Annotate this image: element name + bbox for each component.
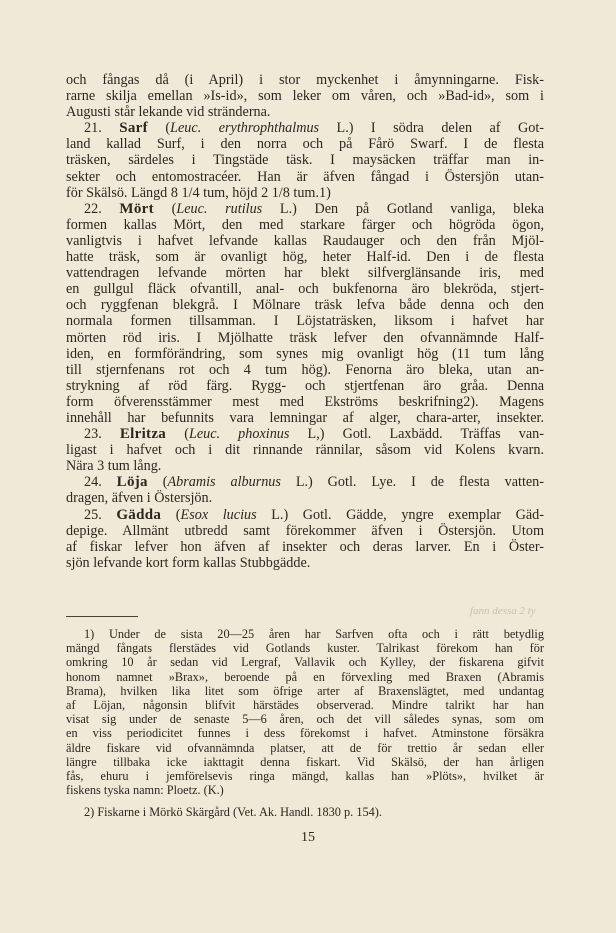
footnote-1-line: mängd fångats flerstädes vid Gotlands kuster. Talrikast förekom han för (66, 641, 544, 656)
text-line: vattendragen lefvande mörten har blekt silfverglänsande iris, med (66, 265, 544, 282)
footnote-1-line: Brama), hvilken lika litet som öfrige arter af Braxenslägtet, med undantag (66, 683, 544, 698)
text-line: mörten röd iris. I Mjölhatte träsk lefver den ofvannämnde Half- (66, 329, 544, 346)
text-line: Nära 3 tum lång. (66, 458, 162, 475)
footnotes (66, 627, 544, 820)
entry-sarf: 21. Sarf (Leuc. erythrophthalmus L.) I södra delen af Got- (84, 120, 544, 137)
text-line: normala formen tillsamman. I Löjstaträsken, liksom i hafvet har (66, 313, 544, 330)
text-line: Augusti står lekande vid stränderna. (66, 104, 271, 121)
pencil-annotation: fann dessa 2 ty (470, 605, 536, 617)
text-line: strykning af röd färg. Rygg- och stjertfenan äro gråa. Denna (66, 377, 544, 394)
text-line: och ryggfenan blekgrå. I Mölnare träsk lefva både denna och den (66, 297, 544, 314)
text-line: rarne skilja emellan »Is-id», som leker om våren, och »Bad-id», som i (66, 88, 544, 105)
text-line: depige. Allmänt utbredd samt förekommer äfven i Östersjön. Utom (66, 522, 544, 539)
footnote-1-line: visat sig under de senaste 5—6 åren, och det vill således synas, som om (66, 712, 544, 727)
page-number: 15 (301, 830, 315, 845)
text-line: dragen, äfven i Östersjön. (66, 490, 213, 507)
text-line: hatte träsk, som är ovanligt hög, heter Half-id. Den i de flesta (66, 249, 544, 266)
text-line: ligast i hafvet och i dit rinnande rännilar, såsom vid Kolens kvarn. (66, 442, 544, 459)
text-line: af fiskar lefver hon äfven af insekter och deras larver. En i Öster- (66, 538, 544, 555)
footnote-1-line: 1) Under de sista 20—25 åren har Sarfven ofta och i rätt betydlig (84, 627, 544, 641)
text-line: för Skälsö. Längd 8 1/4 tum, höjd 2 1/8 tum.1) (66, 184, 331, 201)
text-line: land kallad Surf, i den norra och på Fårö Swarf. I de flesta (66, 136, 544, 153)
text-line: form öfverensstämmer mest med Ekströms beskrifning2). Magens (66, 393, 544, 410)
entry-loja: 24. Löja (Abramis alburnus L.) Gotl. Lye. I de flesta vatten- (84, 474, 545, 491)
text-line: sekter och entomostracéer. Han är äfven fångad i Östersjön utan- (66, 168, 544, 185)
footnote-1-line: äldre fiskare vid ofvannämnda platser, att de för trettio år sedan eller (66, 740, 544, 755)
footnote-1-line: fås, ehuru i jemförelsevis ringa mängd, kallas han »Plöts», hvilket är (66, 769, 544, 784)
text-line: och fångas då (i April) i stor myckenhet i åmynningarne. Fisk- (66, 72, 544, 88)
text-line: träsken, särdeles i Tingstäde täsk. I maysäcken träffar man in- (66, 152, 544, 169)
footnote-1-line: längre tillbaka icke iakttagit denna fiskart. Vid Skälsö, der han årligen (66, 754, 544, 769)
text-line: formen kallas Mört, den med starkare färger och högröda ögon, (66, 216, 544, 233)
footnote-1-line: omkring 10 år sedan vid Lergraf, Vallavik och Kylley, der fiskarena gifvit (66, 655, 544, 670)
footnote-1-line: en viss periodicitet funnes i dess förekomst i hafvet. Atminstone försäkra (66, 726, 544, 741)
entry-gadda: 25. Gädda (Esox lucius L.) Gotl. Gädde, yngre exemplar Gäd- (84, 506, 544, 523)
footnote-1-line: honom namnet »Brax», beroende på en förvexling med Braxen (Abramis (66, 669, 544, 684)
text-line: vanligtvis i hafvet lefvande kallas Raudauger och den från Mjöl- (66, 232, 544, 249)
text-line: innehåll har befunnits vara lemningar af alger, chara-arter, insekter. (66, 409, 544, 426)
footnote-rule (66, 616, 138, 617)
footnote-1-line: af Löjan, någonsin blifvit härstädes observerad. Mindre talrikt har han (66, 698, 544, 713)
footnote-1-line: fiskens tyska namn: Ploetz. (K.) (66, 783, 224, 798)
text-line: till stjernfenans rot och 4 tum hög). Fenorna äro bleka, utan an- (66, 361, 544, 378)
entry-elritza: 23. Elritza (Leuc. phoxinus L,) Gotl. Laxbädd. Träffas van- (84, 426, 545, 443)
text-line: en gullgul fläck ofvantill, anal- och bukfenorna äro blekröda, stjert- (66, 281, 544, 298)
text-line: sjön lefvande kort form kallas Stubbgädde. (66, 554, 311, 571)
main-text (66, 72, 544, 571)
footnote-2: 2) Fiskarne i Mörkö Skärgård (Vet. Ak. Handl. 1830 p. 154). (84, 805, 382, 820)
entry-mort: 22. Mört (Leuc. rutilus L.) Den på Gotland vanliga, bleka (84, 200, 545, 217)
text-line: iden, en formförändring, som synes mig ovanligt hög (11 tum lång (66, 345, 544, 362)
